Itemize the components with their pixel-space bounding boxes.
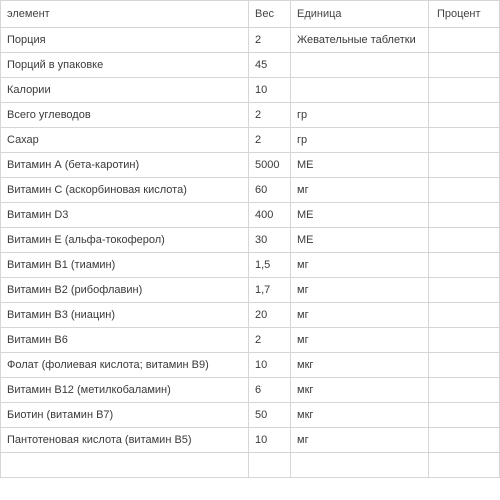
- cell-unit: МЕ: [291, 153, 429, 178]
- cell-unit: [291, 78, 429, 103]
- cell-element: Фолат (фолиевая кислота; витамин B9): [1, 353, 249, 378]
- cell-element: Пантотеновая кислота (витамин B5): [1, 428, 249, 453]
- cell-percent: [429, 303, 500, 328]
- cell-weight: [249, 453, 291, 478]
- table-row: [1, 128, 500, 153]
- cell-element: Витамин А (бета-каротин): [1, 153, 249, 178]
- cell-weight: 5000: [249, 153, 291, 178]
- cell-unit: мг: [291, 428, 429, 453]
- cell-weight: 10: [249, 78, 291, 103]
- table-row: [1, 278, 500, 303]
- cell-percent: [429, 203, 500, 228]
- column-header-percent: Процент: [429, 1, 500, 28]
- cell-unit: Жевательные таблетки: [291, 28, 429, 53]
- cell-percent: [429, 378, 500, 403]
- cell-percent: [429, 128, 500, 153]
- table-row: [1, 28, 500, 53]
- table-row: [1, 228, 500, 253]
- cell-percent: [429, 178, 500, 203]
- table-row: [1, 378, 500, 403]
- cell-weight: 60: [249, 178, 291, 203]
- table-header: [1, 1, 500, 28]
- cell-unit: мг: [291, 278, 429, 303]
- table-row: [1, 178, 500, 203]
- table-row: [1, 203, 500, 228]
- cell-weight: 30: [249, 228, 291, 253]
- cell-weight: 2: [249, 328, 291, 353]
- cell-weight: 1,5: [249, 253, 291, 278]
- table-row: [1, 428, 500, 453]
- table-row: [1, 53, 500, 78]
- cell-element: Сахар: [1, 128, 249, 153]
- cell-element: Витамин B6: [1, 328, 249, 353]
- cell-percent: [429, 28, 500, 53]
- column-header-weight: Вес: [249, 1, 291, 28]
- table-row: [1, 303, 500, 328]
- cell-percent: [429, 353, 500, 378]
- column-header-unit: Единица: [291, 1, 429, 28]
- cell-element: Порций в упаковке: [1, 53, 249, 78]
- cell-element: Калории: [1, 78, 249, 103]
- cell-weight: 2: [249, 128, 291, 153]
- cell-unit: мг: [291, 178, 429, 203]
- cell-element: Биотин (витамин B7): [1, 403, 249, 428]
- cell-weight: 400: [249, 203, 291, 228]
- header-row: [1, 1, 500, 28]
- cell-weight: 45: [249, 53, 291, 78]
- cell-unit: мг: [291, 303, 429, 328]
- cell-weight: 6: [249, 378, 291, 403]
- cell-element: Витамин С (аскорбиновая кислота): [1, 178, 249, 203]
- cell-percent: [429, 228, 500, 253]
- cell-element: Витамин B3 (ниацин): [1, 303, 249, 328]
- cell-element: Порция: [1, 28, 249, 53]
- cell-percent: [429, 278, 500, 303]
- cell-element: Витамин Е (альфа-токоферол): [1, 228, 249, 253]
- cell-weight: 1,7: [249, 278, 291, 303]
- cell-percent: [429, 453, 500, 478]
- table-row: [1, 453, 500, 478]
- table-row: [1, 353, 500, 378]
- cell-unit: гр: [291, 128, 429, 153]
- cell-element: [1, 453, 249, 478]
- cell-unit: [291, 453, 429, 478]
- cell-weight: 2: [249, 28, 291, 53]
- cell-weight: 10: [249, 353, 291, 378]
- cell-percent: [429, 428, 500, 453]
- cell-weight: 10: [249, 428, 291, 453]
- cell-unit: гр: [291, 103, 429, 128]
- cell-unit: мкг: [291, 378, 429, 403]
- cell-element: Витамин D3: [1, 203, 249, 228]
- cell-percent: [429, 53, 500, 78]
- cell-weight: 2: [249, 103, 291, 128]
- table-row: [1, 153, 500, 178]
- table-row: [1, 78, 500, 103]
- cell-element: Витамин B1 (тиамин): [1, 253, 249, 278]
- cell-element: Витамин B12 (метилкобаламин): [1, 378, 249, 403]
- cell-percent: [429, 253, 500, 278]
- cell-weight: 20: [249, 303, 291, 328]
- cell-percent: [429, 78, 500, 103]
- cell-unit: мг: [291, 328, 429, 353]
- cell-element: Витамин B2 (рибофлавин): [1, 278, 249, 303]
- column-header-element: элемент: [1, 1, 249, 28]
- cell-percent: [429, 103, 500, 128]
- cell-unit: мг: [291, 253, 429, 278]
- cell-percent: [429, 153, 500, 178]
- cell-percent: [429, 403, 500, 428]
- cell-percent: [429, 328, 500, 353]
- table-row: [1, 328, 500, 353]
- cell-unit: мкг: [291, 353, 429, 378]
- cell-unit: МЕ: [291, 228, 429, 253]
- table-row: [1, 403, 500, 428]
- table-row: [1, 253, 500, 278]
- cell-element: Всего углеводов: [1, 103, 249, 128]
- cell-weight: 50: [249, 403, 291, 428]
- cell-unit: мкг: [291, 403, 429, 428]
- table-body: [1, 28, 500, 478]
- table-row: [1, 103, 500, 128]
- cell-unit: [291, 53, 429, 78]
- cell-unit: МЕ: [291, 203, 429, 228]
